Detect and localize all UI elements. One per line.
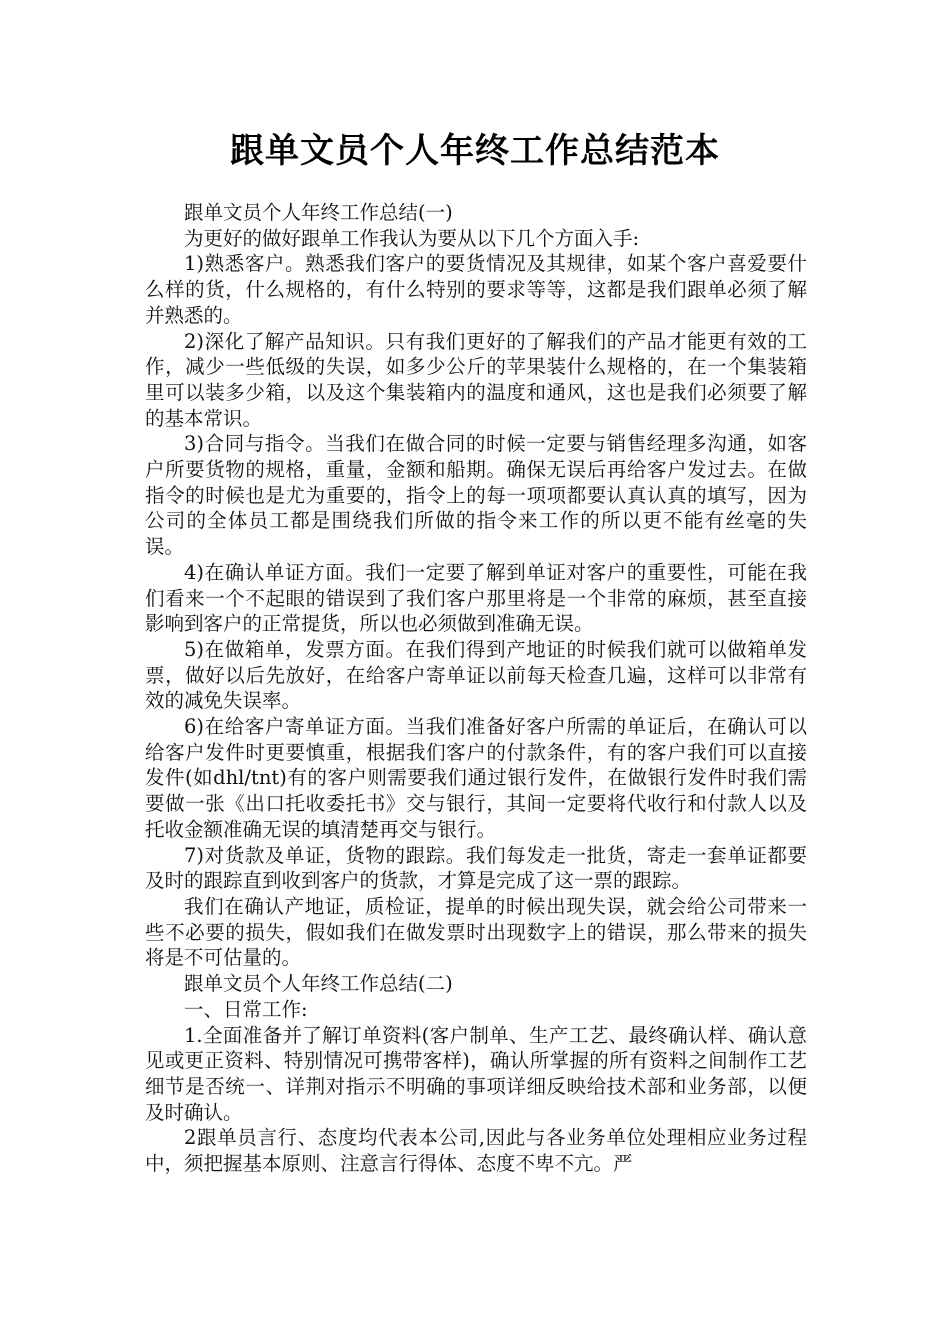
paragraph-4: 4)在确认单证方面。我们一定要了解到单证对客户的重要性，可能在我们看来一个不起眼的错误到了我们客户那里将是一个非常的麻烦，甚至直接影响到客户的正常提货，所以也必须做到准确无误。 — [145, 560, 807, 636]
section-heading-1: 跟单文员个人年终工作总结(一) — [184, 201, 453, 224]
document-body — [145, 200, 807, 1177]
paragraph-s2-1: 1.全面准备并了解订单资料(客户制单、生产工艺、最终确认样、确认意见或更正资料、特别情况可携带客样)，确认所掌握的所有资料之间制作工艺细节是否统一、详荆对指示不明确的事项详细反映给技术部和业务部，以便及时确认。 — [145, 1023, 807, 1124]
paragraph-2: 2)深化了解产品知识。只有我们更好的了解我们的产品才能更有效的工作，减少一些低级的失误，如多少公斤的苹果装什么规格的，在一个集装箱里可以装多少箱，以及这个集装箱内的温度和通风，这也是我们必须要了解的基本常识。 — [145, 329, 807, 430]
intro-paragraph: 为更好的做好跟单工作我认为要从以下几个方面入手: — [184, 226, 640, 250]
paragraph-5: 5)在做箱单，发票方面。在我们得到产地证的时候我们就可以做箱单发票，做好以后先放好，在给客户寄单证以前每天检查几遍，这样可以非常有效的减免失误率。 — [145, 637, 807, 713]
paragraph-s2-2: 2跟单员言行、态度均代表本公司,因此与各业务单位处理相应业务过程中，须把握基本原则、注意言行得体、态度不卑不亢。严 — [145, 1126, 807, 1176]
subsection-heading: 一、日常工作: — [184, 997, 308, 1021]
paragraph-7: 7)对货款及单证，货物的跟踪。我们每发走一批货，寄走一套单证都要及时的跟踪直到收到客户的货款，才算是完成了这一票的跟踪。 — [145, 843, 807, 893]
document-title: 跟单文员个人年终工作总结范本 — [230, 131, 720, 171]
summary-paragraph: 我们在确认产地证，质检证，提单的时候出现失误，就会给公司带来一些不必要的损失，假如我们在做发票时出现数字上的错误，那么带来的损失将是不可估量的。 — [145, 894, 807, 970]
section-heading-2: 跟单文员个人年终工作总结(二) — [184, 972, 453, 996]
paragraph-3: 3)合同与指令。当我们在做合同的时候一定要与销售经理多沟通，如客户所要货物的规格，重量，金额和船期。确保无误后再给客户发过去。在做指令的时候也是尤为重要的，指令上的每一项项都要认真认真的填写，因为公司的全体员工都是围绕我们所做的指令来工作的所以更不能有丝毫的失误。 — [145, 432, 807, 559]
paragraph-1: 1)熟悉客户。熟悉我们客户的要货情况及其规律，如某个客户喜爱要什么样的货，什么规格的，有什么特别的要求等等，这都是我们跟单必须了解并熟悉的。 — [145, 252, 807, 327]
paragraph-6: 6)在给客户寄单证方面。当我们准备好客户所需的单证后，在确认可以给客户发件时更要慎重，根据我们客户的付款条件，有的客户我们可以直接发件(如dhl/tnt)有的客户则需要我们通过银行发件，在做银行发件时我们需要做一张《出口托收委托书》交与银行，其间一定要将代收行和付款人以及托收金额准确无误的填清楚再交与银行。 — [145, 715, 807, 841]
